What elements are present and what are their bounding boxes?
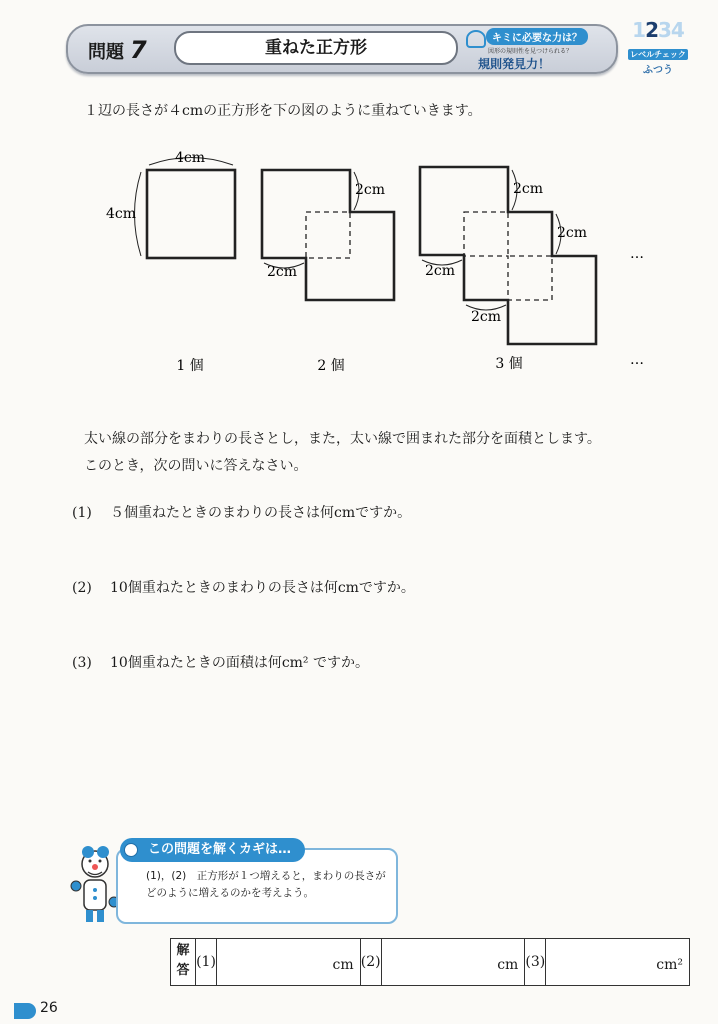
question-number: (2) [72, 580, 92, 596]
label-2cm: 2cm [512, 181, 544, 197]
label-4cm-top: 4cm [174, 150, 206, 166]
level-digit: 1 [632, 18, 646, 42]
question-3 [72, 652, 369, 672]
page-number: 26 [40, 1000, 58, 1016]
caption-2: 2 個 [317, 358, 345, 374]
page-tab [14, 1003, 36, 1019]
question-text: 10個重ねたときの面積は何cm² ですか。 [110, 655, 369, 671]
answer-field-2[interactable] [382, 939, 526, 985]
level-digits [628, 18, 688, 42]
description-line-2: このとき，次の問いに答えなさい。 [84, 458, 308, 474]
answer-unit: cm [332, 957, 354, 973]
hint-text: (1)，(2) 正方形が１つ増えると，まわりの長さがどのように増えるのかを考えよう。 [146, 870, 386, 899]
label-4cm-left: 4cm [105, 206, 137, 222]
page-title: 重ねた正方形 [174, 31, 458, 65]
three-squares-overlap [464, 212, 552, 300]
caption-3: 3 個 [495, 356, 523, 372]
answer-number: (3) [525, 939, 546, 985]
level-check-label: レベルチェック [630, 50, 686, 59]
level-digit: 4 [670, 18, 684, 42]
answer-field-3[interactable] [546, 939, 689, 985]
level-digit-current: 2 [645, 18, 658, 42]
skill-question: キミに必要な力は？ [486, 28, 588, 45]
hint-title: この問題を解くカギは… [120, 838, 305, 862]
level-indicator [628, 18, 688, 76]
question-number: (1) [72, 505, 92, 521]
level-digit: 3 [658, 18, 671, 42]
answer-table [170, 938, 690, 986]
label-2cm: 2cm [424, 263, 456, 279]
squares-figure [100, 140, 660, 380]
skill-subtitle: 図形の規則性を見つけられる？ [488, 48, 573, 55]
label-2cm: 2cm [470, 309, 502, 325]
question-number: (3) [72, 655, 92, 671]
clown-mascot-icon [70, 842, 120, 926]
key-icon [124, 843, 138, 857]
caption-1: 1 個 [176, 358, 204, 374]
question-2 [72, 577, 415, 597]
answer-number: (2) [361, 939, 382, 985]
description-line-1: 太い線の部分をまわりの長さとし，また，太い線で囲まれた部分を面積とします。 [84, 431, 601, 447]
question-text: 10個重ねたときのまわりの長さは何cmですか。 [110, 580, 415, 596]
problem-number: 7 [130, 36, 147, 64]
skill-name: 規則発見力！ [478, 57, 551, 71]
problem-label [88, 36, 147, 64]
label-2cm: 2cm [266, 264, 298, 280]
answer-field-1[interactable] [217, 939, 361, 985]
intro-text: １辺の長さが４cmの正方形を下の図のように重ねていきます。 [84, 103, 482, 119]
label-2cm: 2cm [354, 182, 386, 198]
ellipsis: … [630, 246, 644, 262]
ellipsis: … [630, 352, 644, 368]
skill-box [468, 26, 608, 71]
question-text: ５個重ねたときのまわりの長さは何cmですか。 [110, 505, 412, 521]
problem-label-text: 問題 [88, 42, 124, 63]
two-squares-overlap [306, 212, 350, 258]
level-name: ふつう [643, 65, 673, 76]
question-1 [72, 502, 411, 522]
label-2cm: 2cm [556, 225, 588, 241]
square-1-outline [147, 170, 235, 258]
answer-unit: cm² [656, 957, 684, 973]
answer-number: (1) [196, 939, 217, 985]
answer-unit: cm [497, 957, 519, 973]
answer-label: 解答 [171, 939, 196, 985]
